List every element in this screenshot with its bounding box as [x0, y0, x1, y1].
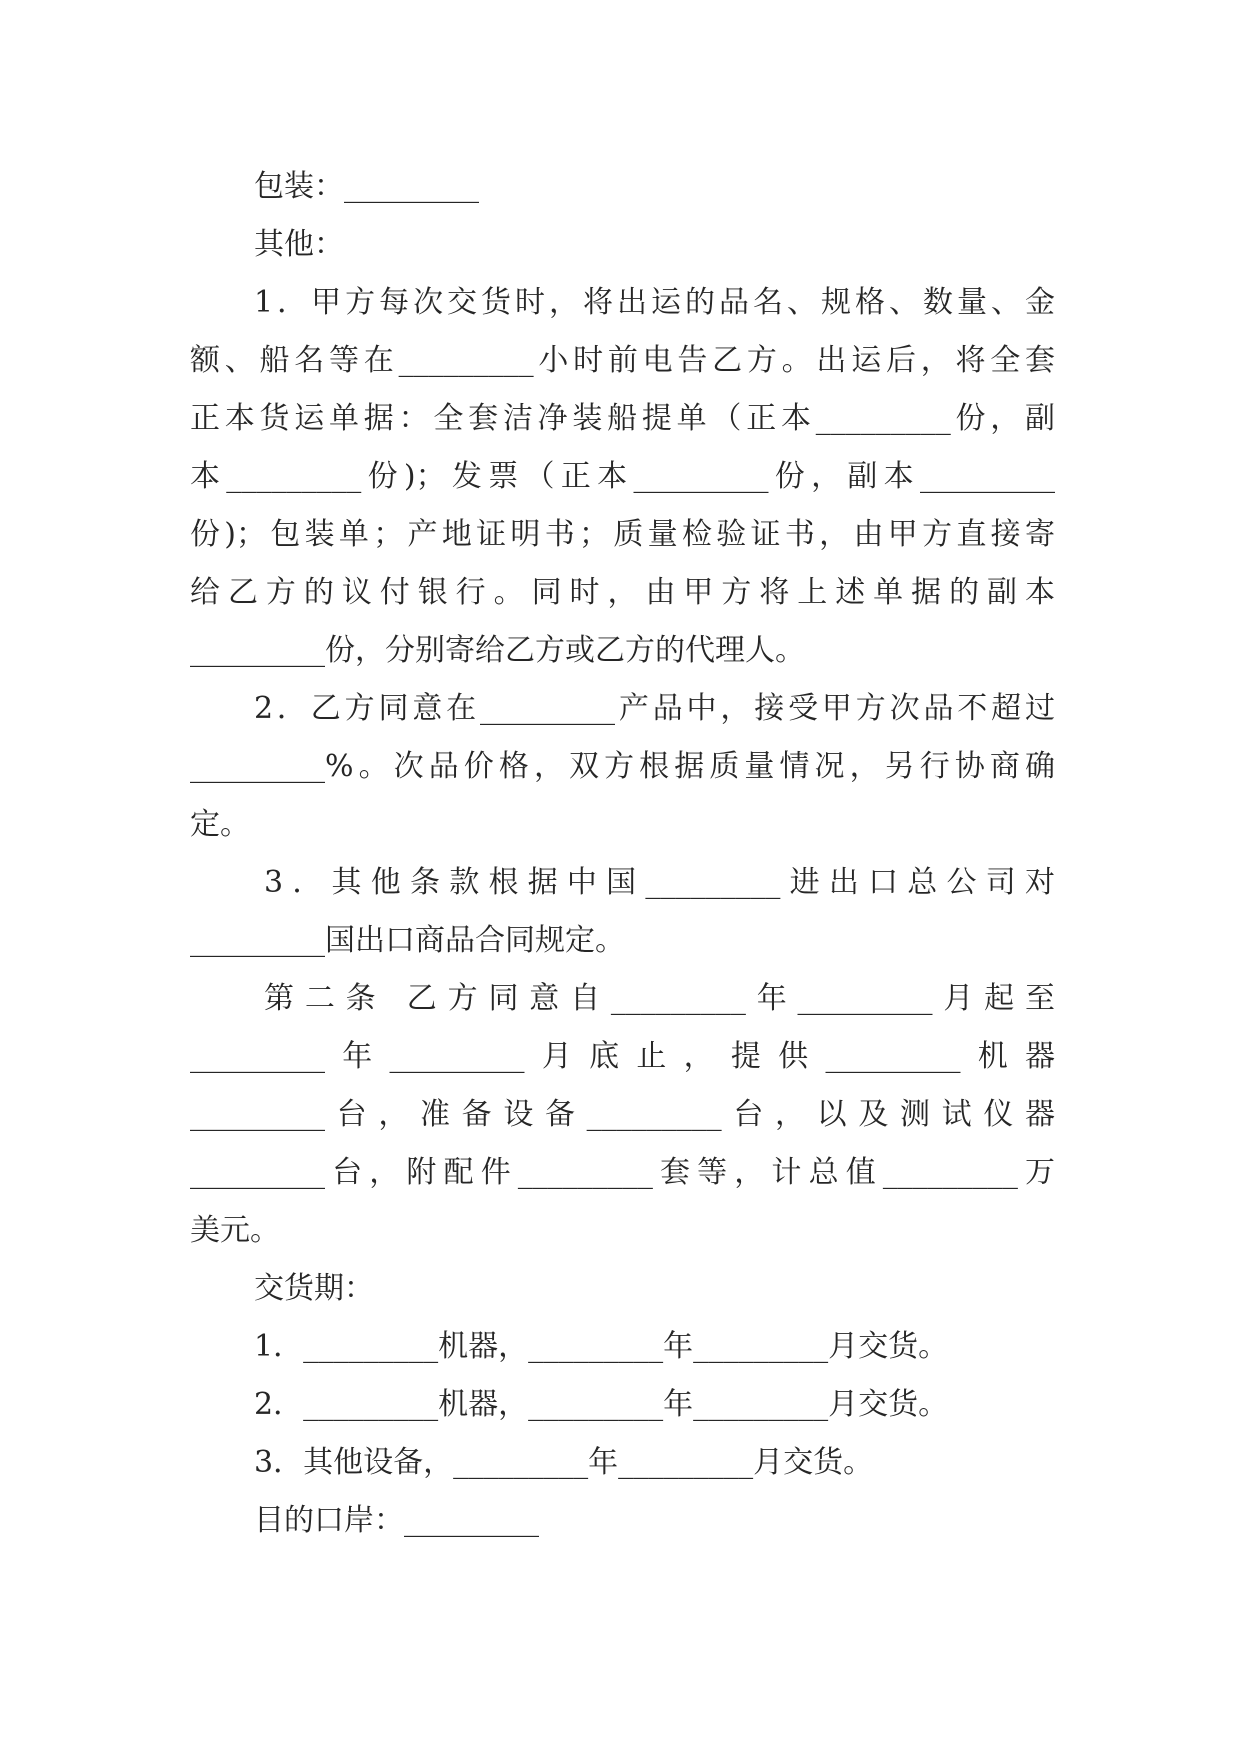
- delivery-heading: 交货期：: [254, 1271, 374, 1306]
- clause-1-line-5: 份)；包装单；产地证明书；质量检验证书，由甲方直接寄: [190, 517, 1055, 552]
- packaging-line: 包装：_________: [254, 169, 479, 204]
- delivery-item-2: 2．_________机器，_________年_________月交货。: [254, 1387, 949, 1422]
- article-2-line-2: _________年_________月底止，提供_________机器: [190, 1039, 1055, 1074]
- clause-1-line-3: 正本货运单据：全套洁净装船提单（正本_________份，副: [190, 401, 1055, 436]
- clause-1-line-1: 1．甲方每次交货时，将出运的品名、规格、数量、金: [254, 285, 1055, 320]
- clause-3-line-1: 3．其他条款根据中国_________进出口总公司对: [264, 865, 1055, 900]
- article-2-line-4: _________台，附配件_________套等，计总值_________万: [190, 1155, 1055, 1190]
- delivery-item-3: 3．其他设备，_________年_________月交货。: [254, 1445, 874, 1480]
- delivery-item-1: 1．_________机器，_________年_________月交货。: [254, 1329, 949, 1364]
- clause-1-line-2: 额、船名等在_________小时前电告乙方。出运后，将全套: [190, 343, 1055, 378]
- clause-2-line-2: _________%。次品价格，双方根据质量情况，另行协商确: [190, 749, 1055, 784]
- other-heading: 其他：: [254, 227, 344, 262]
- clause-2-line-1: 2．乙方同意在_________产品中，接受甲方次品不超过: [254, 691, 1055, 726]
- clause-1-line-7: _________份，分别寄给乙方或乙方的代理人。: [190, 633, 805, 668]
- contract-text: [190, 158, 1055, 1550]
- destination-port-line: 目的口岸：_________: [254, 1503, 539, 1538]
- clause-1-line-4: 本_________份)；发票（正本_________份，副本_________: [190, 459, 1055, 494]
- clause-2-line-3: 定。: [190, 807, 250, 842]
- article-2-line-1: 第二条 乙方同意自_________年_________月起至: [264, 981, 1055, 1016]
- clause-1-line-6: 给乙方的议付银行。同时，由甲方将上述单据的副本: [190, 575, 1055, 610]
- article-2-line-5: 美元。: [190, 1213, 280, 1248]
- article-2-line-3: _________台，准备设备_________台，以及测试仪器: [190, 1097, 1055, 1132]
- clause-3-line-2: _________国出口商品合同规定。: [190, 923, 625, 958]
